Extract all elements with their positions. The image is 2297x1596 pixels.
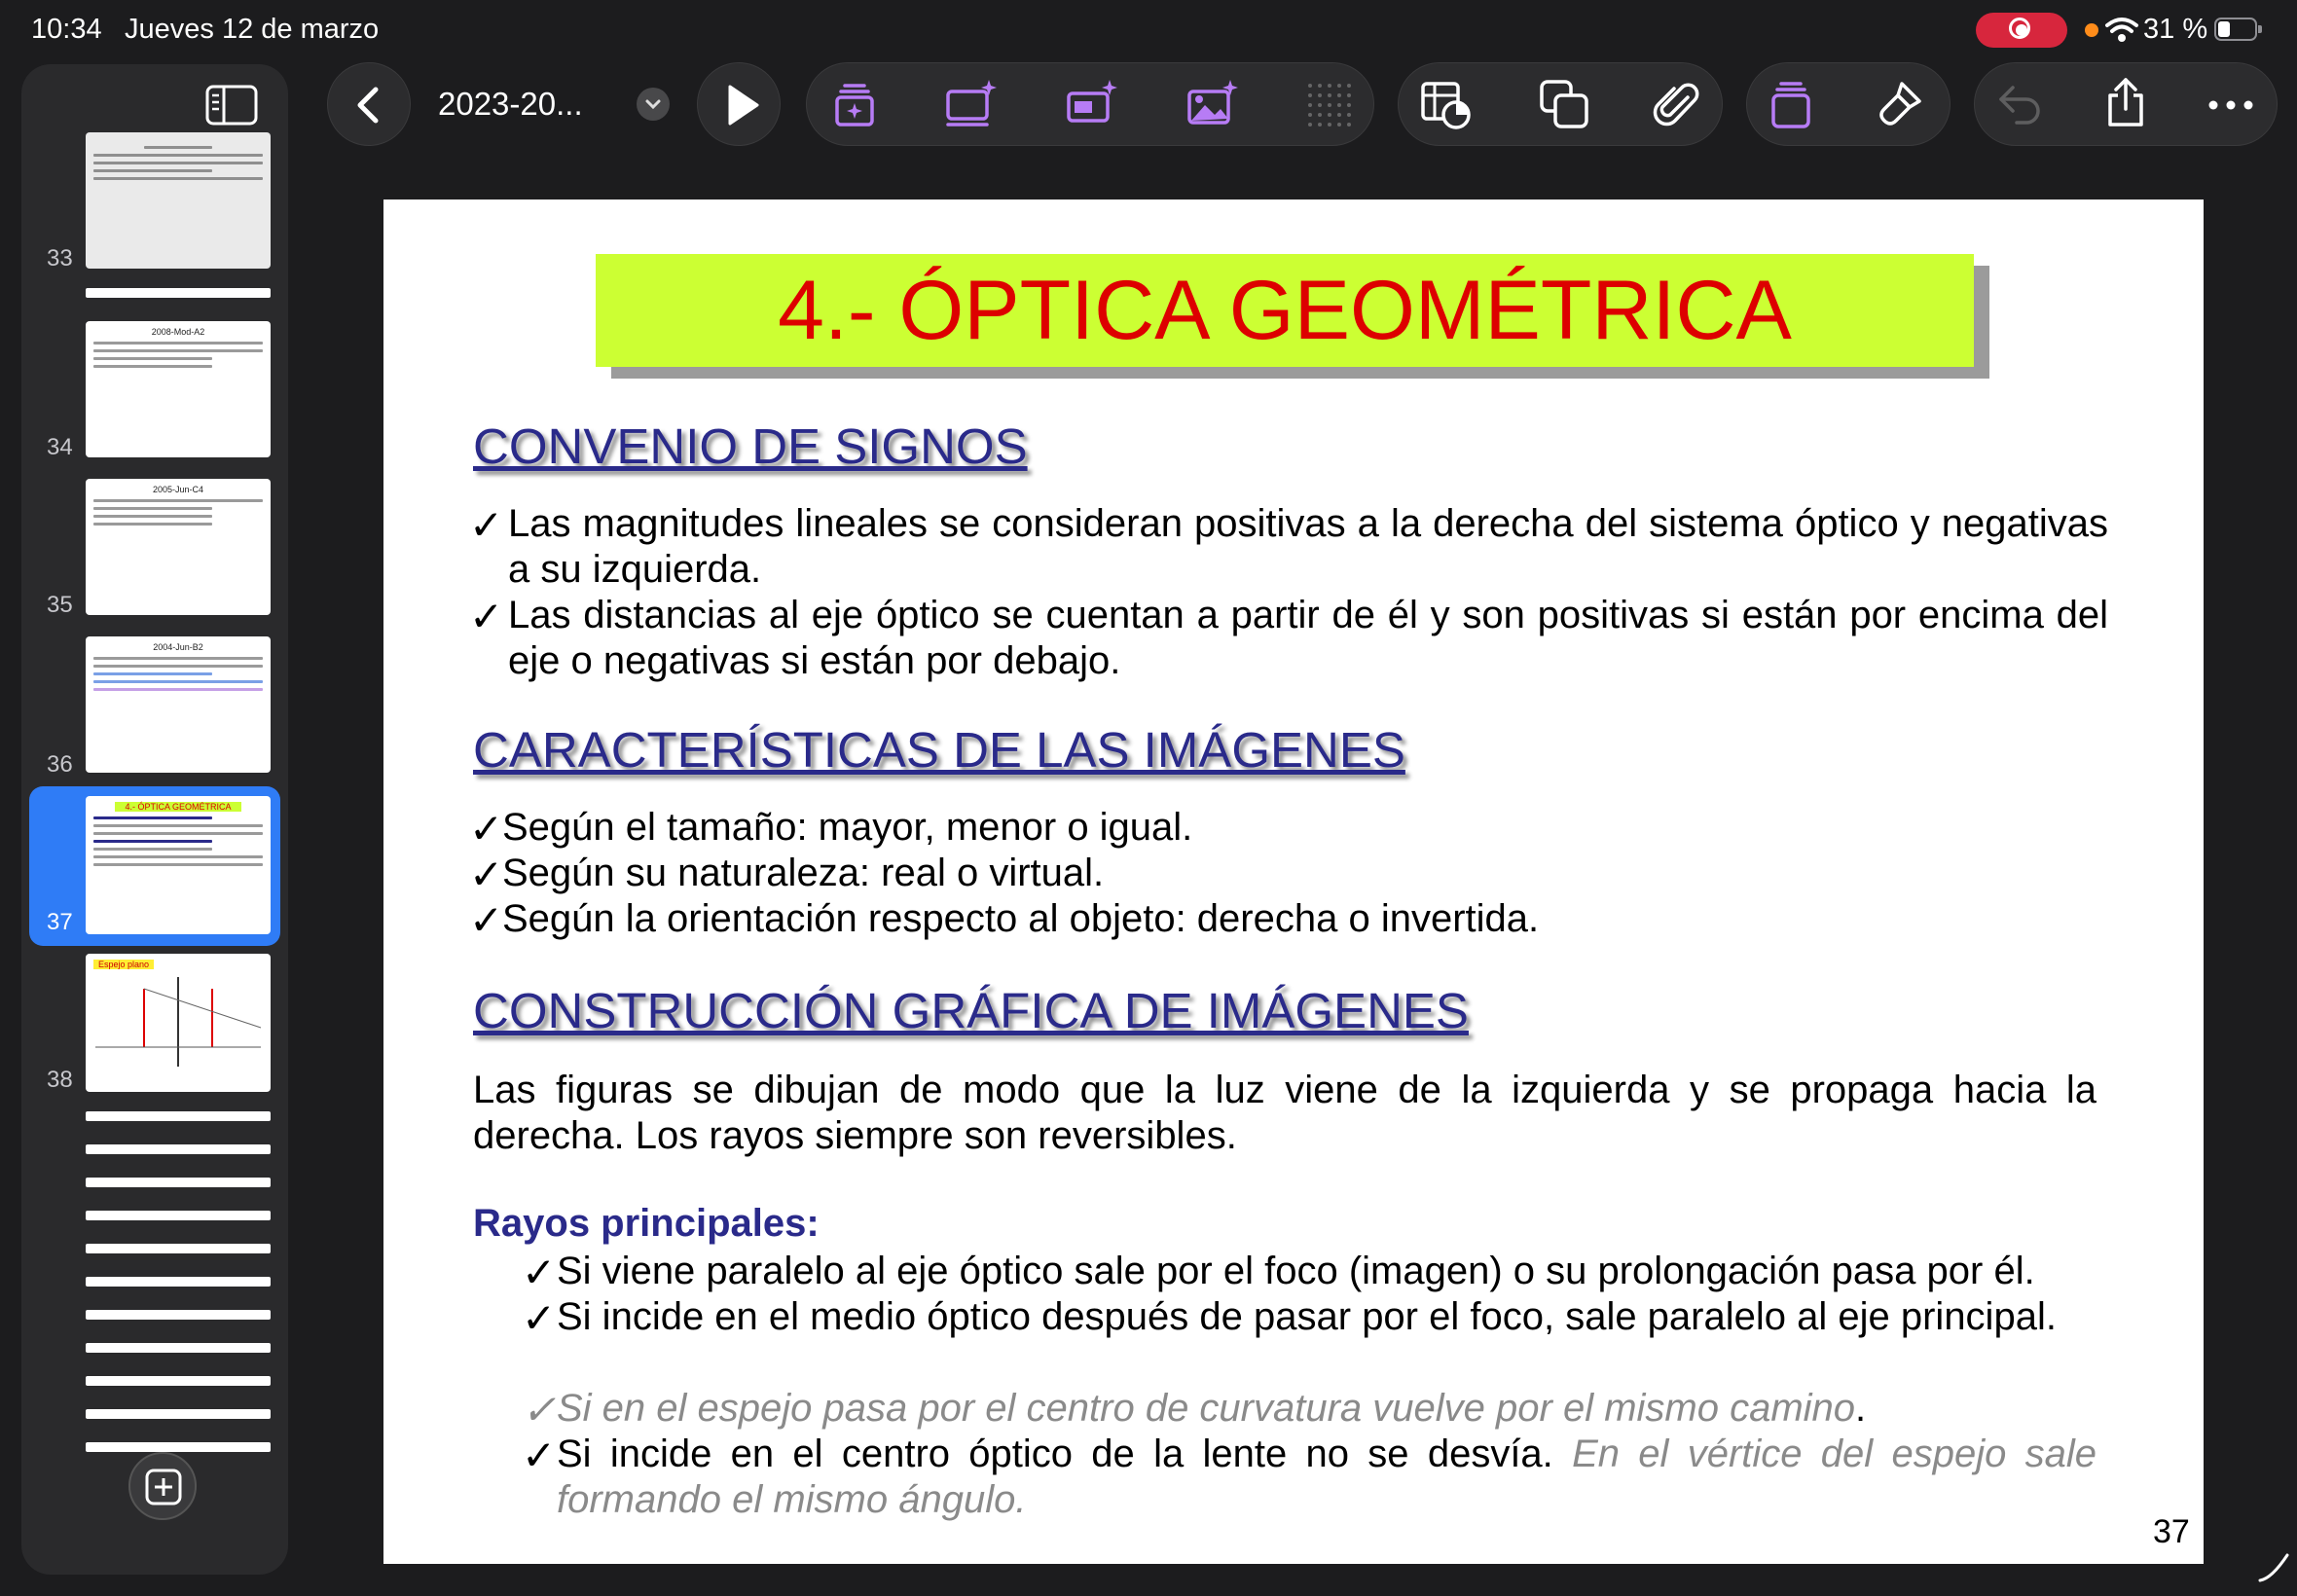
- more-icon[interactable]: [2204, 78, 2258, 132]
- ray-rule-4-text: Si incide en el centro óptico de la lente no se desvía.: [557, 1433, 1573, 1475]
- construction-paragraph[interactable]: Las figuras se dibujan de modo que la luz viene de la izquierda y se propaga hacia la derecha. Los rayos siempre son reversibles.: [473, 1069, 2096, 1157]
- screen-recording-icon[interactable]: [1976, 13, 2067, 48]
- slide-preview: [86, 954, 271, 1092]
- document-title[interactable]: 2023-20...: [438, 86, 583, 122]
- ray-rule-3[interactable]: [557, 1386, 2096, 1432]
- undo-icon[interactable]: [1993, 78, 2048, 132]
- heading-convenio-signos[interactable]: CONVENIO DE SIGNOS: [473, 418, 1028, 474]
- slide-preview-title: 2005-Jun-C4: [152, 485, 204, 494]
- wifi-icon: [2104, 12, 2139, 47]
- check-icon: ✓: [469, 852, 504, 897]
- ray-rule-2[interactable]: Si incide en el medio óptico después de pasar por el foco, sale paralelo al eje principal.: [557, 1295, 2057, 1338]
- check-icon: ✓: [522, 1250, 557, 1295]
- bullet-text[interactable]: Las magnitudes lineales se consideran positivas a la derecha del sistema óptico y negativas a su izquierda.: [508, 502, 2108, 591]
- slide-preview: [86, 132, 271, 269]
- slide-number: 37: [47, 909, 73, 935]
- play-button[interactable]: [697, 62, 781, 146]
- slide-number: 33: [47, 245, 73, 272]
- build-in-icon[interactable]: [1065, 78, 1119, 132]
- status-bar: [0, 0, 2297, 60]
- status-time: 10:34: [31, 14, 102, 45]
- slide-number: 36: [47, 751, 73, 778]
- check-icon: ✓: [522, 1387, 557, 1433]
- table-chart-icon[interactable]: [1419, 78, 1474, 132]
- slide-canvas[interactable]: [383, 200, 2204, 1564]
- share-icon[interactable]: [2098, 76, 2153, 130]
- slide-number: 34: [47, 434, 73, 460]
- shapes-icon[interactable]: [1538, 78, 1592, 132]
- slide-preview-title: 2004-Jun-B2: [153, 642, 203, 652]
- document-menu-button[interactable]: [637, 88, 670, 121]
- grid-icon[interactable]: [1302, 78, 1357, 132]
- heading-construccion-grafica[interactable]: CONSTRUCCIÓN GRÁFICA DE IMÁGENES: [473, 983, 1469, 1038]
- slide-navigator: [21, 64, 288, 1575]
- thumbnail-divider: [86, 288, 271, 321]
- attachment-icon[interactable]: [1649, 78, 1703, 132]
- bullet-text[interactable]: Según la orientación respecto al objeto: derecha o invertida.: [502, 897, 1540, 940]
- collapsed-slides[interactable]: [86, 1111, 271, 1475]
- animate-icon[interactable]: [827, 78, 882, 132]
- ray-rule-1[interactable]: Si viene paralelo al eje óptico sale por el foco (imagen) o su prolongación pasa por él.: [557, 1250, 2035, 1292]
- slide-preview: [86, 636, 271, 773]
- slide-preview: [86, 479, 271, 615]
- add-slide-icon: [144, 1468, 183, 1506]
- slide-preview-title: 4.- ÓPTICA GEOMÉTRICA: [115, 802, 241, 812]
- ray-rule-4[interactable]: [557, 1432, 2096, 1523]
- slide-title[interactable]: 4.- ÓPTICA GEOMÉTRICA: [778, 264, 1792, 357]
- play-icon: [714, 78, 769, 132]
- ray-rule-4-mirror: En el vértice del espejo sale formando el mismo ángulo.: [557, 1433, 2096, 1521]
- check-icon: ✓: [469, 806, 504, 852]
- chevron-down-icon: [637, 88, 670, 121]
- slide-number: 38: [47, 1067, 73, 1093]
- transition-icon[interactable]: [944, 78, 999, 132]
- back-button[interactable]: [327, 62, 411, 146]
- check-icon: ✓: [469, 594, 504, 639]
- check-icon: ✓: [469, 897, 504, 943]
- slide-layers-icon[interactable]: [1764, 78, 1818, 132]
- slide-preview: [86, 796, 271, 934]
- slide-number: 35: [47, 592, 73, 618]
- bullet-text[interactable]: Según el tamaño: mayor, menor o igual.: [502, 806, 1193, 849]
- mic-indicator-icon: [2085, 23, 2098, 37]
- slide-preview: [86, 321, 271, 457]
- check-icon: ✓: [522, 1433, 557, 1478]
- ray-rule-3-text: Si en el espejo pasa por el centro de curvatura vuelve por el mismo camino: [557, 1387, 1856, 1430]
- heading-caracteristicas-imagenes[interactable]: CARACTERÍSTICAS DE LAS IMÁGENES: [473, 722, 1405, 778]
- check-icon: ✓: [522, 1295, 557, 1341]
- slide-preview-title: Espejo plano: [93, 960, 154, 969]
- mirror-diagram-preview: [86, 969, 271, 1076]
- ray-rule-3-period: .: [1855, 1387, 1867, 1430]
- add-slide-button[interactable]: [128, 1452, 197, 1520]
- status-date: Jueves 12 de marzo: [125, 14, 380, 45]
- image-magic-icon[interactable]: [1185, 78, 1240, 132]
- battery-percent: 31 %: [2143, 14, 2208, 45]
- slide-preview-title: 2008-Mod-A2: [151, 327, 205, 337]
- chevron-left-icon: [343, 78, 397, 132]
- sidebar-toggle-icon[interactable]: [204, 84, 259, 127]
- slide-page-number: 37: [2153, 1513, 2190, 1550]
- check-icon: ✓: [469, 502, 504, 548]
- rayos-principales-title[interactable]: Rayos principales:: [473, 1202, 820, 1245]
- bullet-text[interactable]: Las distancias al eje óptico se cuentan a partir de él y son positivas si están por encima del eje o negativas si están por debajo.: [508, 594, 2108, 682]
- format-brush-icon[interactable]: [1873, 78, 1927, 132]
- bullet-text[interactable]: Según su naturaleza: real o virtual.: [502, 852, 1105, 894]
- pencil-hover-icon: [2256, 1549, 2291, 1584]
- battery-icon: [2214, 18, 2257, 41]
